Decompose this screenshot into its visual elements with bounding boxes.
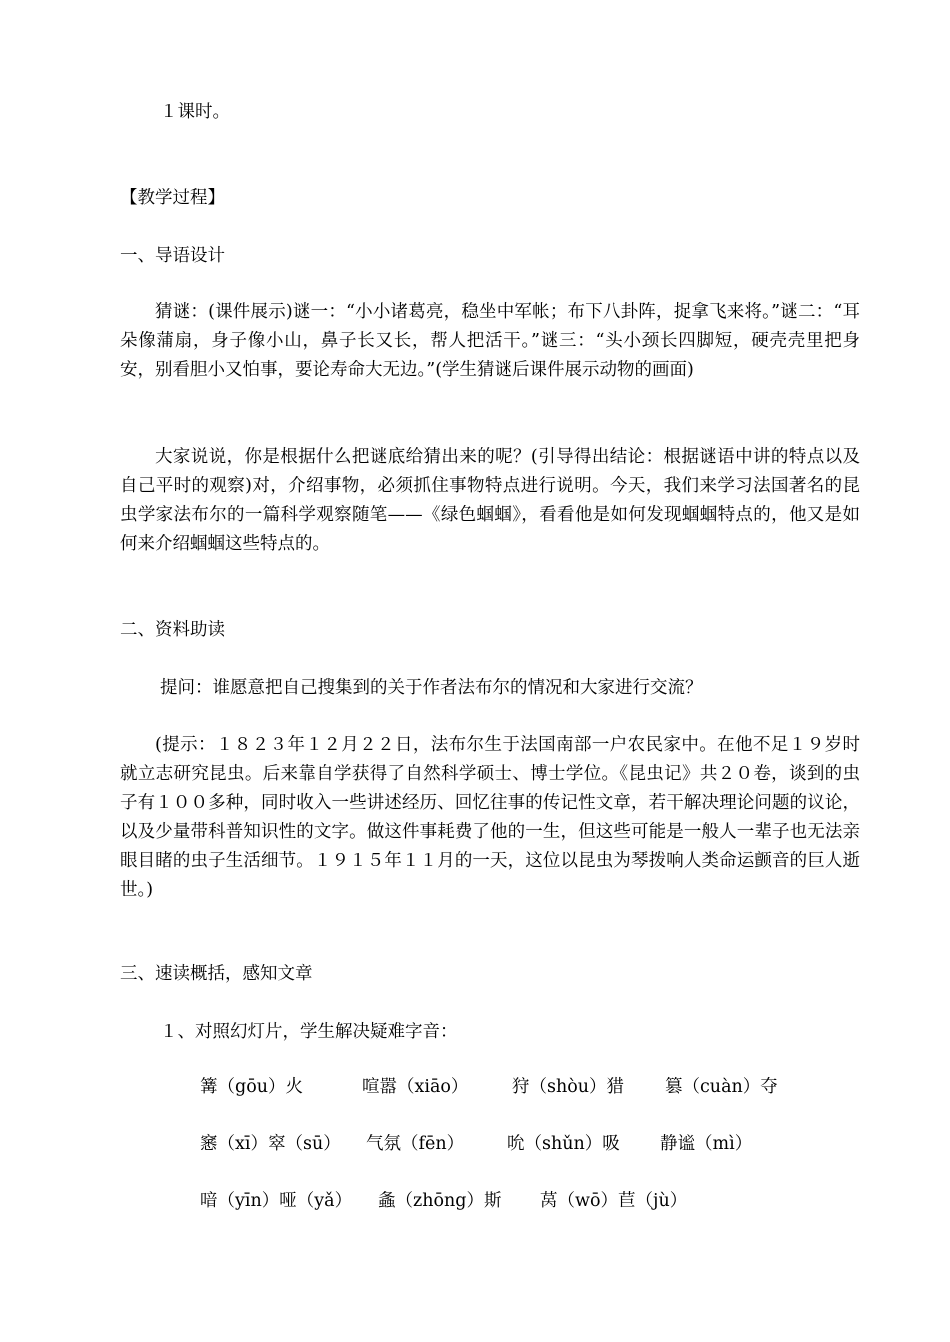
pinyin-word: 吮（shǔn）吸 (507, 1134, 620, 1154)
list-item-pronunciation: １、对照幻灯片，学生解决疑难字音： (160, 1022, 458, 1042)
heading-reference-reading: 二、资料助读 (120, 620, 225, 640)
heading-lead-in-design: 一、导语设计 (120, 246, 225, 266)
heading-speed-reading: 三、速读概括，感知文章 (120, 964, 313, 984)
paragraph-hint-fabre: (提示：１８２３年１２月２２日，法布尔生于法国南部一户农民家中。在他不足１９岁时就立志研究昆虫。后来靠自学获得了自然科学硕士、博士学位。《昆虫记》共２０卷，谈到的虫子有１００多种，同时收入一些讲述经历、回忆往事的传记性文章，若干解决理论问题的议论，以及少量带科普知识性的文字。做这件事耗费了他的一生，但这些可能是一般人一辈子也无法亲眼目睹的虫子生活细节。１９１５年１１月的一天，这位以昆虫为琴拨响人类命运颤音的巨人逝世。) (120, 735, 860, 900)
paragraph-riddles: 猜谜：(课件展示)谜一：“小小诸葛亮，稳坐中军帐；布下八卦阵，捉拿飞来将。”谜二：“耳朵像蒲扇，身子像小山，鼻子长又长，帮人把活干。”谜三：“头小颈长四脚短，硬壳壳里把身安，别看胆小又怕事，要论寿命大无边。”(学生猜谜后课件展示动物的画面) (120, 302, 860, 380)
pinyin-word: 静谧（mì） (660, 1134, 753, 1154)
pinyin-word: 窸（xī）窣（sū） (200, 1134, 341, 1154)
pinyin-word: 篝（gōu）火 (200, 1077, 304, 1097)
pinyin-word: 莴（wō）苣（jù） (540, 1191, 688, 1211)
pinyin-word: 喧嚣（xiāo） (362, 1077, 469, 1097)
pinyin-word: 气氛（fēn） (366, 1134, 465, 1154)
section-teaching-process: 【教学过程】 (120, 188, 225, 208)
pinyin-word: 篡（cuàn）夺 (665, 1077, 778, 1097)
pinyin-word: 螽（zhōng）斯 (378, 1191, 502, 1211)
pinyin-word: 喑（yīn）哑（yǎ） (200, 1191, 353, 1211)
class-hours-text: １课时。 (160, 102, 230, 122)
paragraph-introduction: 大家说说，你是根据什么把谜底给猜出来的呢？(引导得出结论：根据谜语中讲的特点以及自己平时的观察)对，介绍事物，必须抓住事物特点进行说明。今天，我们来学习法国著名的昆虫学家法布尔的一篇科学观察随笔——《绿色蝈蝈》，看看他是如何发现蝈蝈特点的，他又是如何来介绍蝈蝈这些特点的。 (120, 447, 860, 554)
paragraph-question: 提问：谁愿意把自己搜集到的关于作者法布尔的情况和大家进行交流？ (160, 678, 703, 698)
pinyin-word: 狩（shòu）猎 (512, 1077, 625, 1097)
